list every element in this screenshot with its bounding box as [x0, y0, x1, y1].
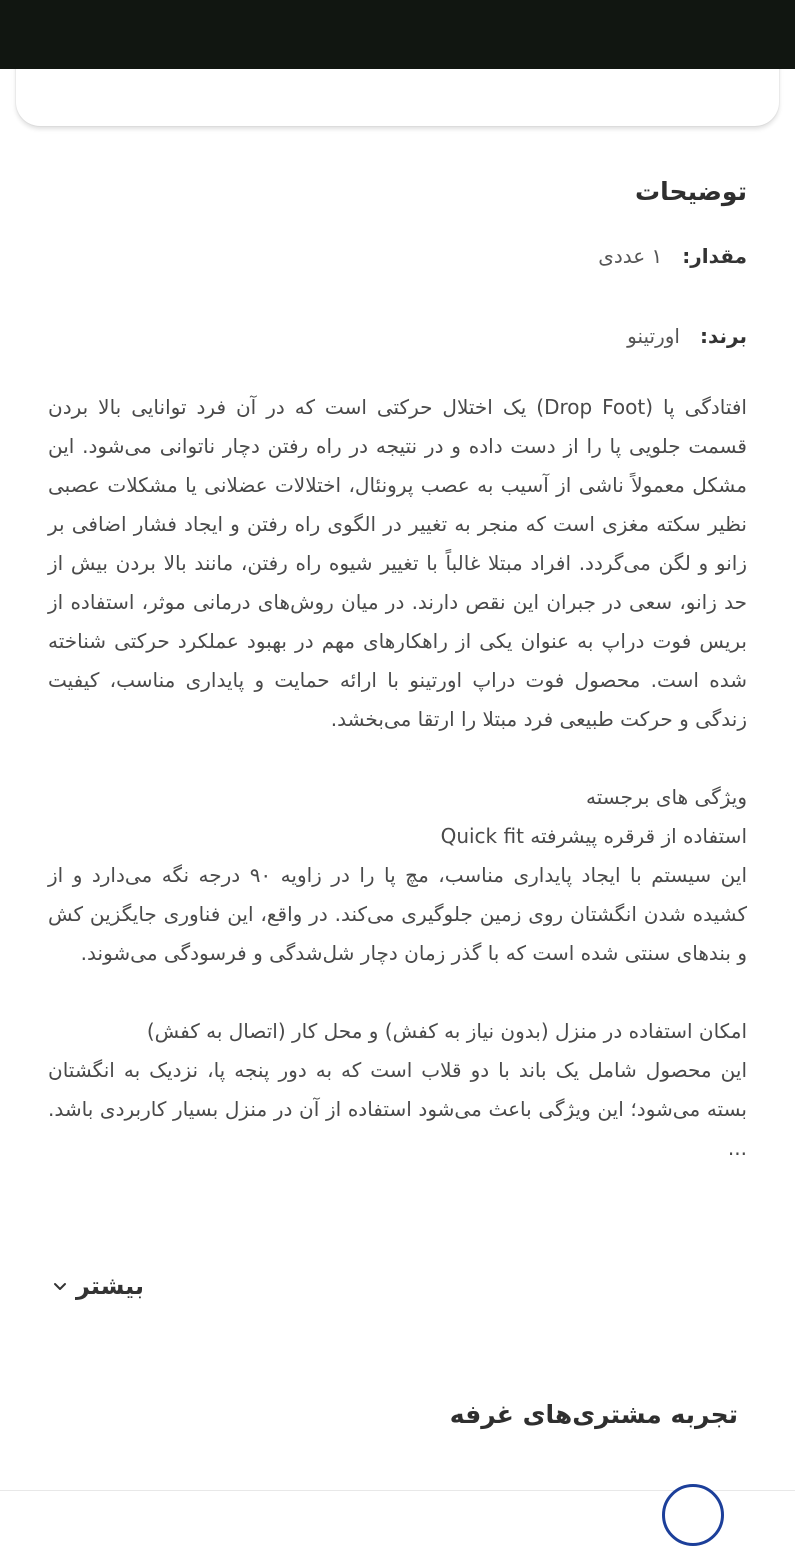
- spec-quantity-value: ۱ عددی: [598, 244, 663, 268]
- spec-quantity: [48, 236, 747, 276]
- show-more-label: بیشتر: [76, 1272, 144, 1300]
- description-title: توضیحات: [635, 177, 747, 206]
- feature2-title: امکان استفاده در منزل (بدون نیاز به کفش) و محل کار (اتصال به کفش): [146, 1019, 747, 1043]
- spec-brand: [48, 316, 747, 356]
- feature2-text: این محصول شامل یک باند با دو قلاب است که به دور پنجه پا، نزدیک به انگشتان بسته می‌شود؛ این ویژگی باعث می‌شود استفاده از آن در منزل بسیار کاربردی باشد. ...: [48, 1058, 747, 1160]
- feature1-text: این سیستم با ایجاد پایداری مناسب، مچ پا را در زاویه ۹۰ درجه نگه می‌دارد و از کشیده شدن انگشتان روی زمین جلوگیری می‌کند. در واقع، این فناوری جایگزین کش و بندهای سنتی شده است که با گذر زمان دچار شل‌شدگی و فرسودگی می‌شوند.: [48, 863, 748, 965]
- feature1-title: استفاده از قرقره پیشرفته Quick fit: [440, 824, 747, 848]
- reviews-title: تجربه مشتری‌های غرفه: [449, 1400, 738, 1429]
- features-heading: ویژگی های برجسته: [585, 785, 747, 809]
- chevron-down-icon: [52, 1278, 68, 1294]
- top-bar: [0, 0, 795, 69]
- description-section: [48, 160, 747, 1168]
- spec-quantity-label: مقدار:: [682, 244, 747, 268]
- show-more-button[interactable]: [52, 1272, 144, 1300]
- avatar[interactable]: [662, 1484, 724, 1546]
- description-intro: افتادگی پا (Drop Foot) یک اختلال حرکتی است که در آن فرد توانایی بالا بردن قسمت جلویی پا را از دست داده و در نتیجه در راه رفتن دچار ناتوانی می‌شود. این مشکل معمولاً ناشی از آسیب به عصب پرونئال، اختلالات عضلانی یا مشکلات عصبی نظیر سکته مغزی است که منجر به تغییر در الگوی راه رفتن و ایجاد فشار اضافی بر زانو و لگن می‌گردد. افراد مبتلا غالباً با تغییر شیوه راه رفتن، مانند بالا بردن بیش از حد زانو، سعی در جبران این نقص دارند. در میان روش‌های درمانی موثر، استفاده از بریس فوت دراپ به عنوان یکی از راهکارهای مهم در بهبود عملکرد حرکتی شناخته شده است. محصول فوت دراپ اورتینو با ارائه حمایت و پایداری مناسب، کیفیت زندگی و حرکت طبیعی فرد مبتلا را ارتقا می‌بخشد.: [48, 395, 747, 731]
- spec-brand-label: برند:: [699, 324, 747, 348]
- spec-brand-value: اورتینو: [627, 324, 680, 348]
